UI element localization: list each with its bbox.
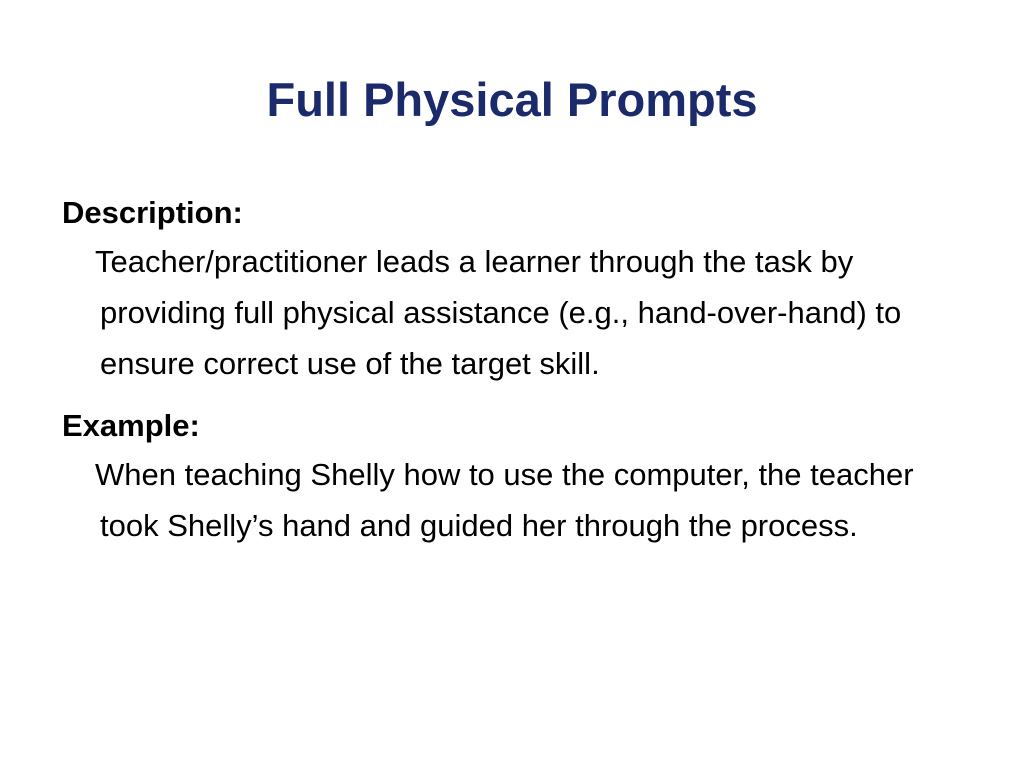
slide-body <box>62 190 962 551</box>
slide-title: Full Physical Prompts <box>266 73 758 126</box>
example-heading: Example: <box>62 408 200 443</box>
description-text: Teacher/practitioner leads a learner through the task by providing full physical assistance (e.g., hand-over-hand) to ensure correct use of the target skill. <box>95 244 902 381</box>
example-text: When teaching Shelly how to use the computer, the teacher took Shelly’s hand and guided her through the process. <box>95 457 914 543</box>
section-spacer <box>62 389 962 403</box>
description-heading: Description: <box>62 195 243 230</box>
